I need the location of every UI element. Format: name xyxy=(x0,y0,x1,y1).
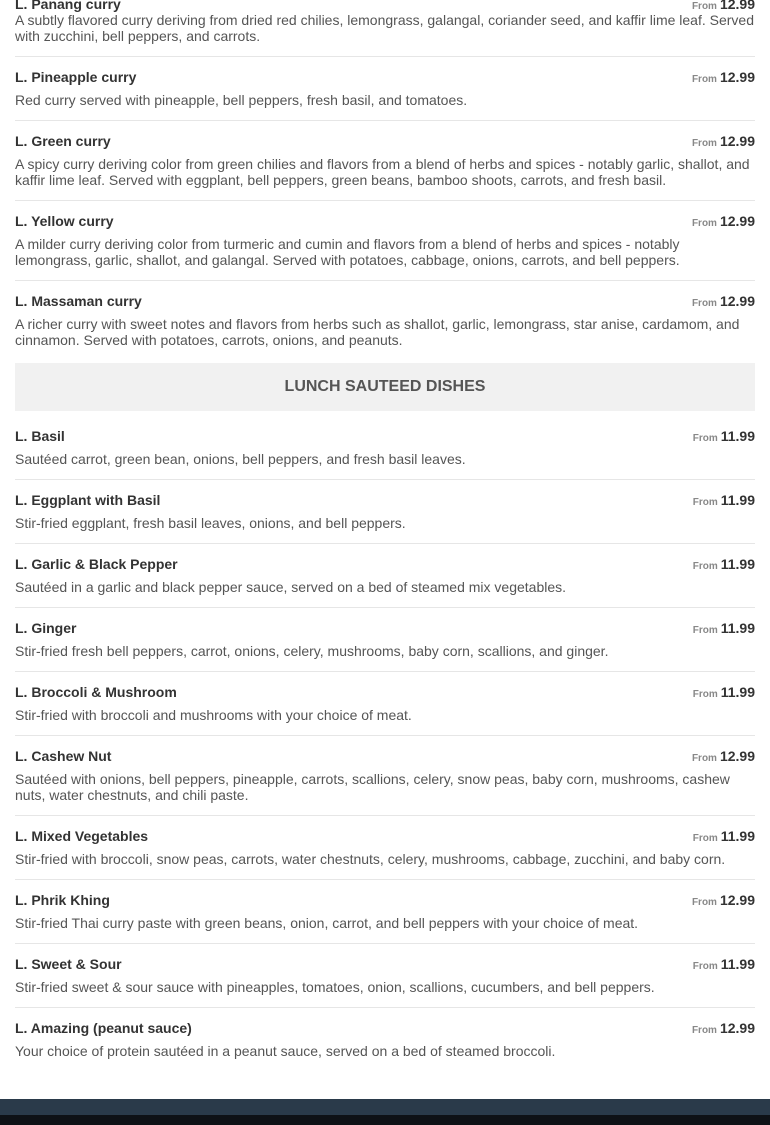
menu-item[interactable] xyxy=(15,201,755,281)
menu-item[interactable] xyxy=(15,880,755,944)
price-from-label: From xyxy=(691,218,717,229)
menu-item-name: L. Pineapple curry xyxy=(15,69,137,85)
price-value: 12.99 xyxy=(719,213,755,229)
menu-item[interactable] xyxy=(15,544,755,608)
menu-item-description: Stir-fried Thai curry paste with green beans, onion, carrot, and bell peppers with your choice of meat. xyxy=(15,915,639,931)
menu-item[interactable] xyxy=(15,816,755,880)
price-value: 12.99 xyxy=(719,892,755,908)
menu-item-description: Sautéed with onions, bell peppers, pineapple, carrots, scallions, celery, snow peas, baby corn, mushrooms, cashew nuts, water chestnuts, and chili paste. xyxy=(15,771,730,803)
menu-item[interactable] xyxy=(15,736,755,816)
menu-item-description: A richer curry with sweet notes and flavors from herbs such as shallot, garlic, lemongrass, star anise, cardamom, and cinnamon. Served with potatoes, carrots, onions, and peanuts. xyxy=(15,316,740,348)
menu-item-name: L. Green curry xyxy=(15,133,111,149)
menu-item[interactable] xyxy=(15,281,755,361)
menu-item-name: L. Eggplant with Basil xyxy=(15,492,161,508)
menu-item-description: Stir-fried eggplant, fresh basil leaves, onions, and bell peppers. xyxy=(15,515,406,531)
menu-item-description: Your choice of protein sautéed in a peanut sauce, served on a bed of steamed broccoli. xyxy=(15,1043,556,1059)
menu-item-price xyxy=(692,133,755,152)
menu-item[interactable] xyxy=(15,1008,755,1072)
sauteed-menu-list xyxy=(15,416,755,1072)
price-from-label: From xyxy=(692,833,718,844)
menu-item-description: A milder curry deriving color from turmeric and cumin and flavors from a blend of herbs and spices - notably lemongrass, garlic, shallot, and galangal. Served with potatoes, cabbage, onions, carrots, and bell peppers. xyxy=(15,236,680,268)
price-value: 11.99 xyxy=(720,684,755,700)
menu-item-price xyxy=(692,293,755,312)
price-from-label: From xyxy=(691,74,717,85)
price-value: 12.99 xyxy=(719,0,755,12)
menu-item-name: L. Phrik Khing xyxy=(15,892,110,908)
menu-item[interactable] xyxy=(15,480,755,544)
price-value: 12.99 xyxy=(719,1020,755,1036)
menu-item-price xyxy=(693,684,755,703)
price-value: 12.99 xyxy=(719,748,755,764)
menu-item-price xyxy=(693,428,755,447)
menu-item-price xyxy=(692,748,755,767)
price-from-label: From xyxy=(692,625,718,636)
menu-item-price xyxy=(693,492,755,511)
menu-item-name: L. Sweet & Sour xyxy=(15,956,122,972)
menu-item[interactable] xyxy=(15,672,755,736)
price-from-label: From xyxy=(691,298,717,309)
section-header-lunch-sauteed-dishes xyxy=(15,363,755,411)
menu-item-name: L. Garlic & Black Pepper xyxy=(15,556,178,572)
section-title: LUNCH SAUTEED DISHES xyxy=(284,378,486,395)
menu-item-price xyxy=(693,556,755,575)
menu-item-name: L. Amazing (peanut sauce) xyxy=(15,1020,192,1036)
menu-item-price xyxy=(692,213,755,232)
menu-item-name: L. Basil xyxy=(15,428,65,444)
price-from-label: From xyxy=(692,433,718,444)
menu-item-description: A spicy curry deriving color from green chilies and flavors from a blend of herbs and spices - notably garlic, shallot, and kaffir lime leaf. Served with eggplant, bell peppers, green beans, bamboo shoots, carrots, and fresh basil. xyxy=(15,156,750,188)
price-from-label: From xyxy=(691,1025,717,1036)
menu-item-name: L. Broccoli & Mushroom xyxy=(15,684,177,700)
menu-item-description: Sautéed carrot, green bean, onions, bell peppers, and fresh basil leaves. xyxy=(15,451,466,467)
price-from-label: From xyxy=(691,897,717,908)
menu-item-price xyxy=(693,828,755,847)
menu-item-description: Sautéed in a garlic and black pepper sauce, served on a bed of steamed mix vegetables. xyxy=(15,579,567,595)
menu-item[interactable] xyxy=(15,0,755,57)
price-value: 11.99 xyxy=(720,492,755,508)
menu-item[interactable] xyxy=(15,608,755,672)
menu-item-description: Stir-fried sweet & sour sauce with pineapples, tomatoes, onion, scallions, cucumbers, and bell peppers. xyxy=(15,979,655,995)
price-from-label: From xyxy=(691,753,717,764)
menu-item-price xyxy=(692,892,755,911)
menu-item-name: L. Massaman curry xyxy=(15,293,142,309)
page-footer xyxy=(0,1099,770,1125)
menu-item-description: Red curry served with pineapple, bell peppers, fresh basil, and tomatoes. xyxy=(15,92,468,108)
price-from-label: From xyxy=(691,1,717,12)
menu-item-name: L. Mixed Vegetables xyxy=(15,828,149,844)
footer-bar xyxy=(0,1115,770,1125)
menu-item-description: A subtly flavored curry deriving from dried red chilies, lemongrass, galangal, coriander seed, and kaffir lime leaf. Served with zucchini, bell peppers, and carrots. xyxy=(15,12,754,44)
menu-item[interactable] xyxy=(15,944,755,1008)
menu-item-price xyxy=(693,620,755,639)
menu-item-name: L. Ginger xyxy=(15,620,77,636)
menu-item-price xyxy=(692,69,755,88)
menu-item[interactable] xyxy=(15,121,755,201)
menu-item[interactable] xyxy=(15,57,755,121)
price-value: 11.99 xyxy=(720,828,755,844)
price-from-label: From xyxy=(692,689,718,700)
price-value: 11.99 xyxy=(720,428,755,444)
price-from-label: From xyxy=(691,138,717,149)
menu-item-name: L. Cashew Nut xyxy=(15,748,112,764)
menu-item-name: L. Yellow curry xyxy=(15,213,114,229)
price-from-label: From xyxy=(692,961,718,972)
menu-item-description: Stir-fried fresh bell peppers, carrot, onions, celery, mushrooms, baby corn, scallions, and ginger. xyxy=(15,643,609,659)
price-value: 12.99 xyxy=(719,293,755,309)
price-from-label: From xyxy=(692,561,718,572)
menu-item-price xyxy=(693,956,755,975)
curry-menu-list xyxy=(15,0,755,361)
price-value: 11.99 xyxy=(720,956,755,972)
price-from-label: From xyxy=(692,497,718,508)
price-value: 12.99 xyxy=(719,69,755,85)
price-value: 12.99 xyxy=(719,133,755,149)
menu-item-description: Stir-fried with broccoli, snow peas, carrots, water chestnuts, celery, mushrooms, cabbage, zucchini, and baby corn. xyxy=(15,851,726,867)
menu-item-name: L. Panang curry xyxy=(15,0,121,12)
menu-item-description: Stir-fried with broccoli and mushrooms with your choice of meat. xyxy=(15,707,412,723)
price-value: 11.99 xyxy=(720,620,755,636)
menu-item[interactable] xyxy=(15,416,755,480)
price-value: 11.99 xyxy=(720,556,755,572)
menu-item-price xyxy=(692,1020,755,1039)
